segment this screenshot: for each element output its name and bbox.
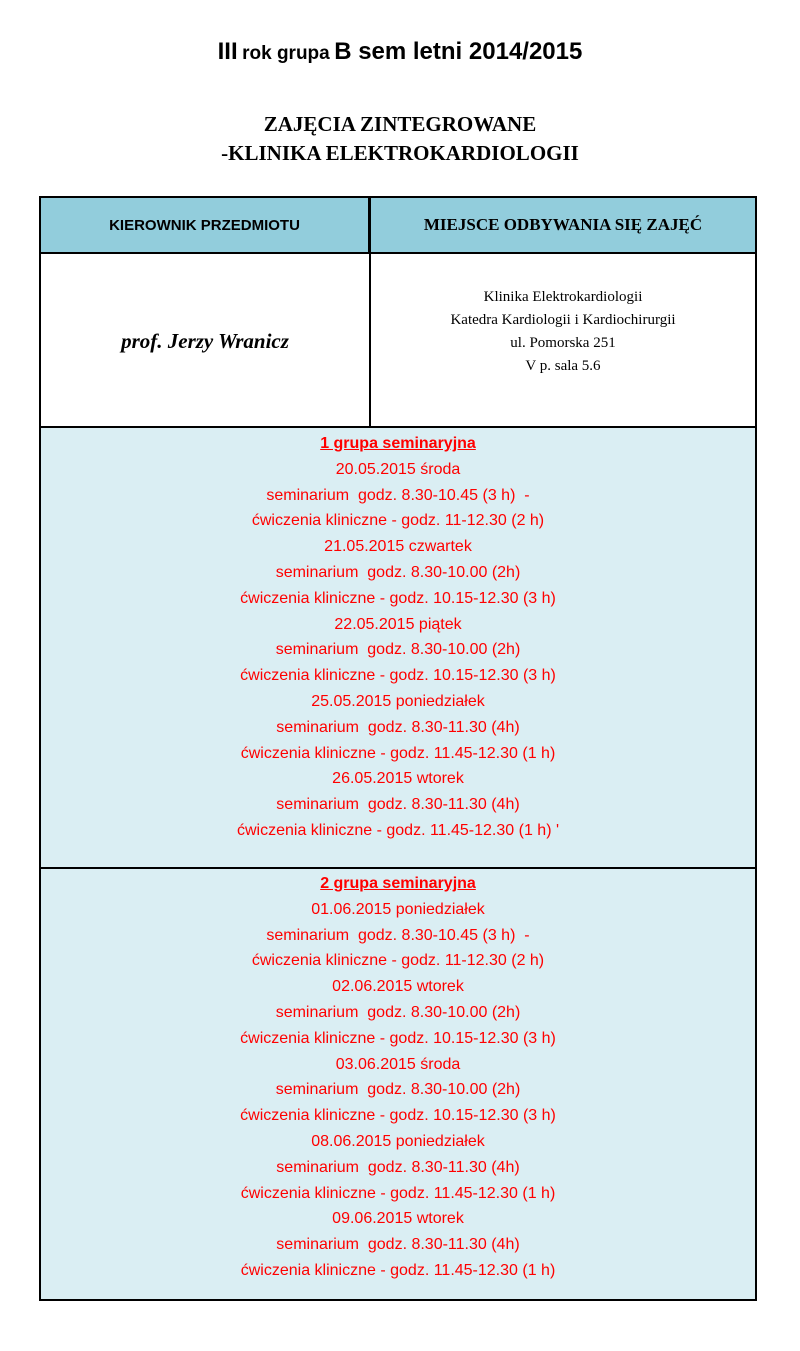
column-header-location: MIEJSCE ODBYWANIA SIĘ ZAJĘĆ	[423, 215, 703, 234]
schedule-line: seminarium godz. 8.30-10.00 (2h)	[275, 563, 521, 581]
title-part-1: III	[217, 38, 238, 65]
title-part-2: rok grupa	[242, 43, 330, 64]
schedule-line: 21.05.2015 czwartek	[324, 538, 472, 556]
schedule-line: ćwiczenia kliniczne - godz. 11.45-12.30 (1 h) '	[236, 821, 560, 839]
schedule-line: 03.06.2015 środa	[335, 1055, 461, 1073]
schedule-line: seminarium godz. 8.30-10.00 (2h)	[275, 1003, 521, 1021]
schedule-line: ćwiczenia kliniczne - godz. 11.45-12.30 (1 h)	[240, 1261, 556, 1279]
schedule-line: ćwiczenia kliniczne - godz. 11-12.30 (2 h)	[251, 512, 545, 530]
schedule-line: seminarium godz. 8.30-11.30 (4h)	[276, 718, 520, 736]
group-title: 1 grupa seminaryjna	[320, 435, 476, 452]
schedule-line: 25.05.2015 poniedziałek	[311, 692, 485, 710]
schedule-line: 08.06.2015 poniedziałek	[311, 1132, 485, 1150]
schedule-line: ćwiczenia kliniczne - godz. 10.15-12.30 (3 h)	[240, 1107, 556, 1125]
info-row	[41, 254, 755, 428]
schedule-line: 09.06.2015 wtorek	[332, 1210, 464, 1228]
schedule-line: seminarium godz. 8.30-11.30 (4h)	[276, 1158, 520, 1176]
subtitle-line-1: ZAJĘCIA ZINTEGROWANE	[263, 112, 537, 136]
schedule-table	[39, 196, 757, 1301]
schedule-line: seminarium godz. 8.30-11.30 (4h)	[276, 1236, 520, 1254]
title-part-3: B sem letni 2014/2015	[334, 38, 583, 65]
schedule-line: 20.05.2015 środa	[335, 460, 461, 478]
schedule-line: seminarium godz. 8.30-10.45 (3 h) -	[266, 926, 530, 944]
location-line: Klinika Elektrokardiologii	[483, 289, 643, 305]
schedule-line: 22.05.2015 piątek	[334, 615, 462, 633]
seminar-group-2	[41, 869, 755, 1299]
schedule-line: seminarium godz. 8.30-10.45 (3 h) -	[266, 486, 530, 504]
schedule-line: ćwiczenia kliniczne - godz. 11.45-12.30 (1 h)	[240, 1184, 556, 1202]
group-title: 2 grupa seminaryjna	[320, 875, 476, 892]
schedule-line: ćwiczenia kliniczne - godz. 10.15-12.30 (3 h)	[240, 589, 556, 607]
schedule-line: 01.06.2015 poniedziałek	[311, 900, 485, 918]
schedule-line: seminarium godz. 8.30-11.30 (4h)	[276, 796, 520, 814]
schedule-line: seminarium godz. 8.30-10.00 (2h)	[275, 1081, 521, 1099]
seminar-group-1	[41, 428, 755, 869]
schedule-line: seminarium godz. 8.30-10.00 (2h)	[275, 641, 521, 659]
schedule-line: ćwiczenia kliniczne - godz. 10.15-12.30 (3 h)	[240, 667, 556, 685]
table-header-row	[41, 198, 755, 254]
subtitle-line-2: -KLINIKA ELEKTROKARDIOLOGII	[221, 141, 579, 165]
lecturer-name: prof. Jerzy Wranicz	[41, 254, 371, 426]
schedule-line: 26.05.2015 wtorek	[332, 770, 464, 788]
schedule-line: 02.06.2015 wtorek	[332, 978, 464, 996]
location-line: ul. Pomorska 251	[510, 335, 616, 351]
location-line: Katedra Kardiologii i Kardiochirurgii	[450, 312, 676, 328]
location-cell	[371, 254, 755, 426]
column-header-course-head: KIEROWNIK PRZEDMIOTU	[41, 198, 371, 252]
schedule-line: ćwiczenia kliniczne - godz. 11-12.30 (2 h)	[251, 952, 545, 970]
page-title	[0, 38, 800, 66]
schedule-line: ćwiczenia kliniczne - godz. 11.45-12.30 (1 h)	[240, 744, 556, 762]
schedule-line: ćwiczenia kliniczne - godz. 10.15-12.30 (3 h)	[240, 1029, 556, 1047]
location-line: V p. sala 5.6	[525, 358, 601, 374]
